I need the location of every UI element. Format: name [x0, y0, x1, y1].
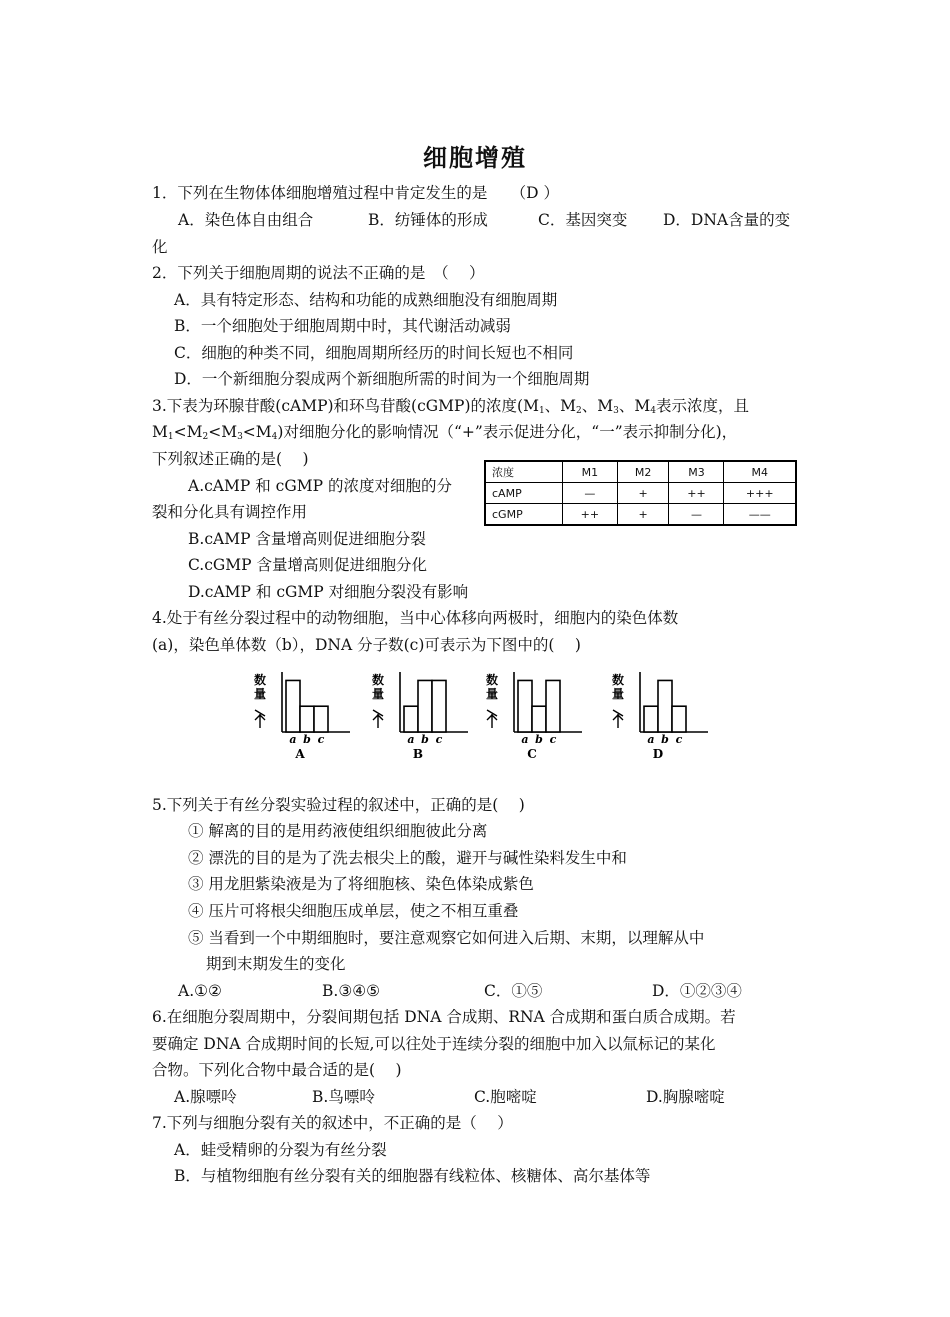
q7-option-b: B．与植物细胞有丝分裂有关的细胞器有线粒体、核糖体、高尔基体等	[174, 1167, 651, 1185]
q3-option-d: D.cAMP 和 cGMP 对细胞分裂没有影响	[188, 583, 469, 601]
bar-chart-b	[364, 668, 474, 763]
q5-item-1: ① 解离的目的是用药液使组织细胞彼此分离	[188, 822, 488, 840]
y-axis-label: 数	[253, 673, 267, 687]
q2-option-b: B．一个细胞处于细胞周期中时，其代谢活动减弱	[174, 317, 511, 335]
q4-stem-line1: 4.处于有丝分裂过程中的动物细胞，当中心体移向两极时，细胞内的染色体数	[152, 609, 679, 627]
q7-stem: 7.下列与细胞分裂有关的叙述中，不正确的是（ ）	[152, 1114, 513, 1132]
q5-item-4: ④ 压片可将根尖细胞压成单层，使之不相互重叠	[188, 902, 519, 920]
q2-option-d: D．一个新细胞分裂成两个新细胞所需的时间为一个细胞周期	[174, 370, 590, 388]
page-title: 细胞增殖	[423, 143, 527, 172]
bar-a	[286, 680, 300, 732]
q3-stem-line1: 3.下表为环腺苷酸(cAMP)和环鸟苷酸(cGMP)的浓度($M_1$、$M_2$、$M_3$、$M_4$表示浓度，且	[152, 397, 750, 416]
q5-item-5: ⑤ 当看到一个中期细胞时，要注意观察它如何进入后期、末期，以理解从中	[188, 929, 705, 947]
q3-option-c: C.cGMP 含量增高则促进细胞分化	[188, 556, 428, 574]
q3-stem-line2: $M_1<M_2<M_3<M_4$)对细胞分化的影响情况（“+”表示促进分化，“一”表示抑制分化)，	[152, 423, 738, 442]
y-axis-label: 量	[485, 687, 499, 701]
table-cell: —	[562, 483, 617, 504]
bar-c	[432, 680, 446, 732]
table-row	[485, 504, 796, 526]
q1-option-d: D．DNA含量的变	[663, 211, 791, 229]
table-header-row	[485, 461, 796, 483]
chart-title: C	[527, 747, 537, 761]
q6-option-c: C.胞嘧啶	[474, 1088, 537, 1106]
q5-stem: 5.下列关于有丝分裂实验过程的叙述中，正确的是( )	[152, 796, 525, 814]
q1-option-c: C．基因突变	[538, 211, 628, 229]
q2-stem: 2．下列关于细胞周期的说法不正确的是 （ ）	[152, 264, 485, 282]
tick-label-a: a	[521, 733, 529, 746]
q6-option-a: A.腺嘌呤	[174, 1088, 237, 1106]
q1-option-a: A．染色体自由组合	[178, 211, 314, 229]
tick-label-c: c	[317, 733, 325, 746]
q5-option-b: B.③④⑤	[322, 982, 381, 1000]
chart-title: B	[412, 747, 424, 761]
table-cell: cAMP	[485, 483, 562, 504]
table-row	[485, 483, 796, 504]
bar-b	[300, 706, 314, 732]
table-cell: +	[617, 504, 669, 526]
bar-c	[546, 680, 560, 732]
q1-stem: 1．下列在生物体体细胞增殖过程中肯定发生的是 （D ）	[152, 184, 559, 202]
y-axis-arrow-icon	[373, 710, 383, 728]
q5-item-5-continued: 期到末期发生的变化	[206, 955, 346, 973]
table-header-cell: M2	[617, 461, 669, 483]
q1-option-b: B．纺锤体的形成	[368, 211, 488, 229]
tick-label-b: b	[535, 733, 543, 746]
bar-chart-a	[246, 668, 356, 763]
tick-label-b: b	[661, 733, 669, 746]
y-axis-label: 量	[611, 687, 625, 701]
q3-option-b: B.cAMP 含量增高则促进细胞分裂	[188, 530, 426, 548]
table-header-cell: M4	[724, 461, 796, 483]
y-axis-arrow-icon	[613, 710, 623, 728]
q6-option-b: B.鸟嘌呤	[312, 1088, 375, 1106]
table-cell: —	[669, 504, 724, 526]
y-axis-label: 量	[371, 687, 385, 701]
bar-b	[532, 706, 546, 732]
tick-label-a: a	[289, 733, 297, 746]
q1-options	[0, 210, 950, 230]
q5-item-3: ③ 用龙胆紫染液是为了将细胞核、染色体染成紫色	[188, 875, 534, 893]
q5-options	[0, 981, 950, 1001]
q6-option-d: D.胸腺嘧啶	[646, 1088, 725, 1106]
q6-options	[0, 1087, 950, 1107]
q3-stem-line3: 下列叙述正确的是( )	[152, 450, 309, 468]
q4-stem-line2: (a)，染色单体数（b），DNA 分子数(c)可表示为下图中的( )	[152, 636, 581, 654]
q5-option-c: C．①⑤	[484, 982, 543, 1000]
q6-stem-line1: 6.在细胞分裂周期中，分裂间期包括 DNA 合成期、RNA 合成期和蛋白质合成期。若	[152, 1008, 736, 1026]
table-cell: ++	[562, 504, 617, 526]
q2-option-a: A．具有特定形态、结构和功能的成熟细胞没有细胞周期	[174, 291, 558, 309]
q6-stem-line2: 要确定 DNA 合成期时间的长短,可以往处于连续分裂的细胞中加入以氚标记的某化	[152, 1035, 716, 1053]
table-header-cell: M1	[562, 461, 617, 483]
tick-label-c: c	[675, 733, 683, 746]
q3-option-a-continued: 裂和分化具有调控作用	[152, 503, 308, 521]
table-cell: ++	[669, 483, 724, 504]
table-header-cell: M3	[669, 461, 724, 483]
tick-label-c: c	[435, 733, 443, 746]
tick-label-a: a	[407, 733, 415, 746]
q1-option-d-continued: 化	[152, 238, 168, 256]
y-axis-label: 数	[371, 673, 385, 687]
tick-label-c: c	[549, 733, 557, 746]
table-cell: +	[617, 483, 669, 504]
bar-chart-d	[604, 668, 714, 763]
bar-a	[404, 706, 418, 732]
q3-option-a: A.cAMP 和 cGMP 的浓度对细胞的分	[188, 477, 452, 495]
y-axis-label: 数	[485, 673, 499, 687]
chart-title: D	[652, 747, 664, 761]
y-axis-label: 数	[611, 673, 625, 687]
q5-option-a: A.①②	[178, 982, 222, 1000]
bar-a	[644, 706, 658, 732]
q2-option-c: C．细胞的种类不同，细胞周期所经历的时间长短也不相同	[174, 344, 574, 362]
bar-c	[672, 706, 686, 732]
table-header-cell: 浓度	[485, 461, 562, 483]
bar-c	[314, 706, 328, 732]
q5-item-2: ② 漂洗的目的是为了洗去根尖上的酸，避开与碱性染料发生中和	[188, 849, 627, 867]
bar-a	[518, 680, 532, 732]
concentration-table	[484, 460, 797, 526]
q7-option-a: A．蛙受精卵的分裂为有丝分裂	[174, 1141, 387, 1159]
table-cell: cGMP	[485, 504, 562, 526]
tick-label-b: b	[421, 733, 429, 746]
y-axis-arrow-icon	[487, 710, 497, 728]
bar-chart-c	[478, 668, 588, 763]
y-axis-label: 量	[253, 687, 267, 701]
chart-title: A	[295, 747, 305, 761]
tick-label-b: b	[303, 733, 311, 746]
tick-label-a: a	[647, 733, 655, 746]
q6-stem-line3: 合物。下列化合物中最合适的是( )	[152, 1061, 402, 1079]
table-cell: ——	[724, 504, 796, 526]
table-cell: +++	[724, 483, 796, 504]
bar-b	[418, 680, 432, 732]
y-axis-arrow-icon	[255, 710, 265, 728]
q5-option-d: D．①②③④	[652, 982, 742, 1000]
bar-b	[658, 680, 672, 732]
